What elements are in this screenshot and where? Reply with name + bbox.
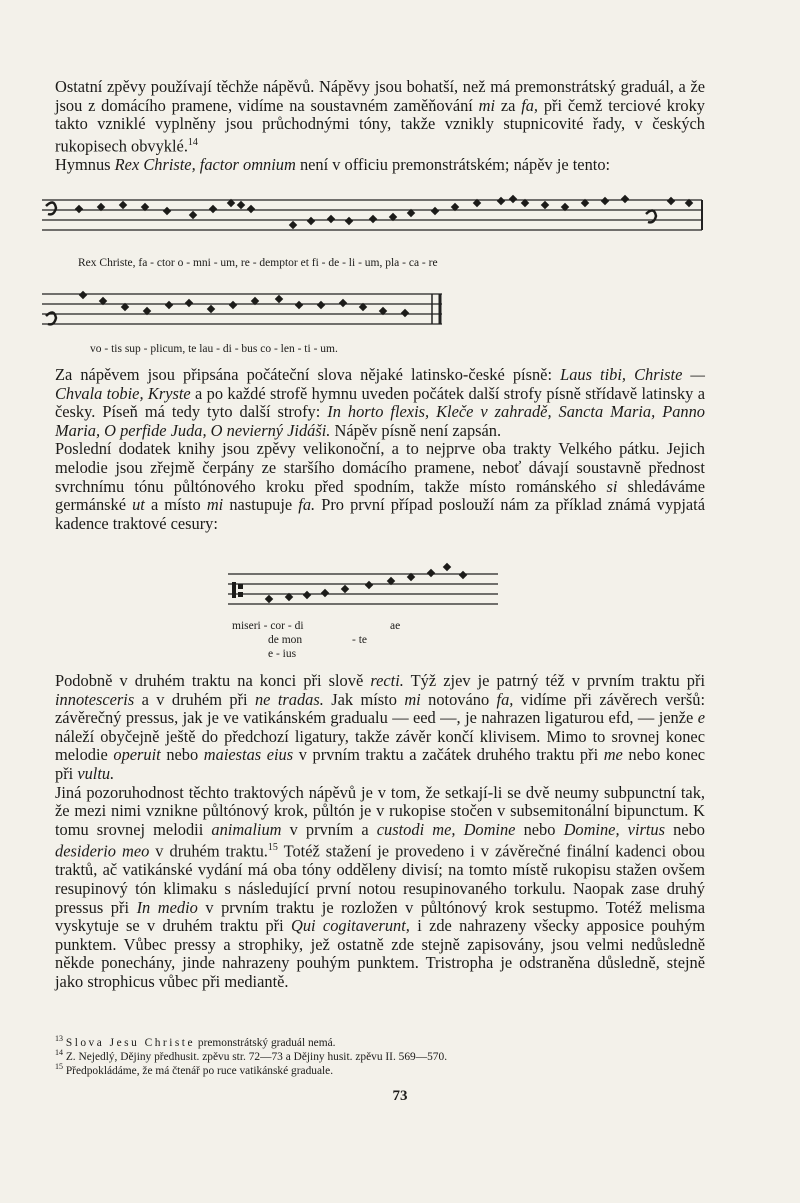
footnote-ref-15: 15: [267, 842, 278, 854]
music-3-lyrics-line-2: de mon: [268, 634, 303, 646]
music-1-lyrics: Rex Christe, fa - ctor o - mni - um, re - demptor et fi - de - li - um, pla - ca - re: [78, 257, 438, 269]
music-3-lyrics-line-2b: - te: [352, 634, 368, 646]
music-3-lyrics-line-1b: ae: [390, 620, 401, 632]
footnote-15: $^{15}$ Předpokládáme, že má čtenář po ruce vatikánské graduale.: [55, 1062, 334, 1077]
music-2-lyrics: vo - tis sup - plicum, te lau - di - bus co - len - ti - um.: [90, 343, 338, 355]
paragraph-5: Podobně v druhém traktu na konci při slově recti. Týž zjev je patrný též v prvním traktu při innotesceris a v druhém při ne tradas. Jak místo mi notováno fa, vidíme při závěrech veršů: závěrečný pressus, jak je ve vatikánském gradualu — eed —, je nahrazen ligaturou efd, — jenže e náleží obyčejně ještě do předchozí ligatury, takže závěr končí klivisem. Mimo to srovnej konec melodie operuit nebo maiestas eius v prvním traktu a začátek druhého traktu při me nebo konec při vultu. Jiná pozoruhodnost těchto traktových nápěvů je v tom, že setkají-li se dvě neumy subpunctní tak, že mezi nimi vznikne půltónový krok, půltón je v rukopise stočen v subsemitonální bipunctum. K tomu srovnej melodii animalium v prvním a custodi me, Domine nebo Domine, virtus nebo desiderio meo v druhém traktu.$^{15}$ Totéž stažení je provedeno i v závěrečné finální kadenci obou traktů, ač vatikánské vydání má oba tóny odděleny divisí; na tomto místě rukopisu stažen ovšem resupinový tón klimaku s následující první notou resupinovaného torkulu. Naopak zase druhý pressus při In medio v prvním traktu je rozložen v půltónový krok sestupmo. Totéž melisma vyskytuje se v druhém traktu při Qui cogitaverunt, i zde nahrazeny všecky apposice pouhým punktem. Vůbec pressy a strophiky, jež ostatně zde stejně zapisovány, jsou velmi nedůsledně někde ponechány, jinde nahrazeny pouhým punktem. Tristropha je odstraněna důsledně, stejně jako strophicus vůbec při mediantě.: [55, 671, 706, 991]
footnote-14: $^{14}$ Z. Nejedlý, Dějiny předhusit. zpěvu str. 72—73 a Dějiny husit. zpěvu II. 569—570.: [55, 1048, 448, 1063]
footnote-ref-14: 14: [187, 136, 198, 148]
music-staff-2: [40, 284, 445, 336]
page-number: 73: [392, 1088, 408, 1104]
paragraph-1: Ostatní zpěvy používají těchže nápěvů. Nápěvy jsou bohatší, než má premonstrátský graduál, a že jsou z domácího pramene, vidíme na soustavném zaměňování mi za fa, při čemž terciové kroky takto vzniklé vyplněny jsou průchodnými tóny, takže vznikly stupnicovité řady, v českých rukopisech obvyklé.$^{14}$ Hymnus Rex Christe, factor omnium není v officiu premonstrátském; nápěv je tento:: [55, 77, 706, 174]
footnote-13: $^{13}$ Slova Jesu Christe premonstrátský graduál nemá.: [55, 1034, 336, 1049]
music-3-lyrics-line-3: e - ius: [268, 648, 297, 660]
paragraph-3: Za nápěvem jsou připsána počáteční slova nějaké latinsko-české písně: Laus tibi, Christe — Chvala tobie, Kryste a po každé strofě hymnu uveden počátek další strofy písně střídavě latinsky a česky. Píseň má tedy tyto další strofy: In horto flexis, Kleče v zahradě, Sancta Maria, Panno Maria, O perfide Juda, O nevierný Jidáši. Nápěv písně není zapsán. Poslední dodatek knihy jsou zpěvy velikonoční, a to nejprve oba trakty Velkého pátku. Jejich melodie jsou zřejmě čerpány ze staršího domácího pramene, neboť dávají soustavně přednost svrchnímu tónu půltónového kroku před spodním, takže místo románského si shledáváme germánské ut a místo mi nastupuje fa. Pro první případ poslouží nám za příklad známá vypjatá kadence traktové cesury:: [55, 365, 705, 533]
music-3-lyrics-line-1: miseri - cor - di: [232, 620, 304, 632]
music-staff-3: [226, 556, 501, 612]
music-staff-1: [40, 186, 705, 246]
